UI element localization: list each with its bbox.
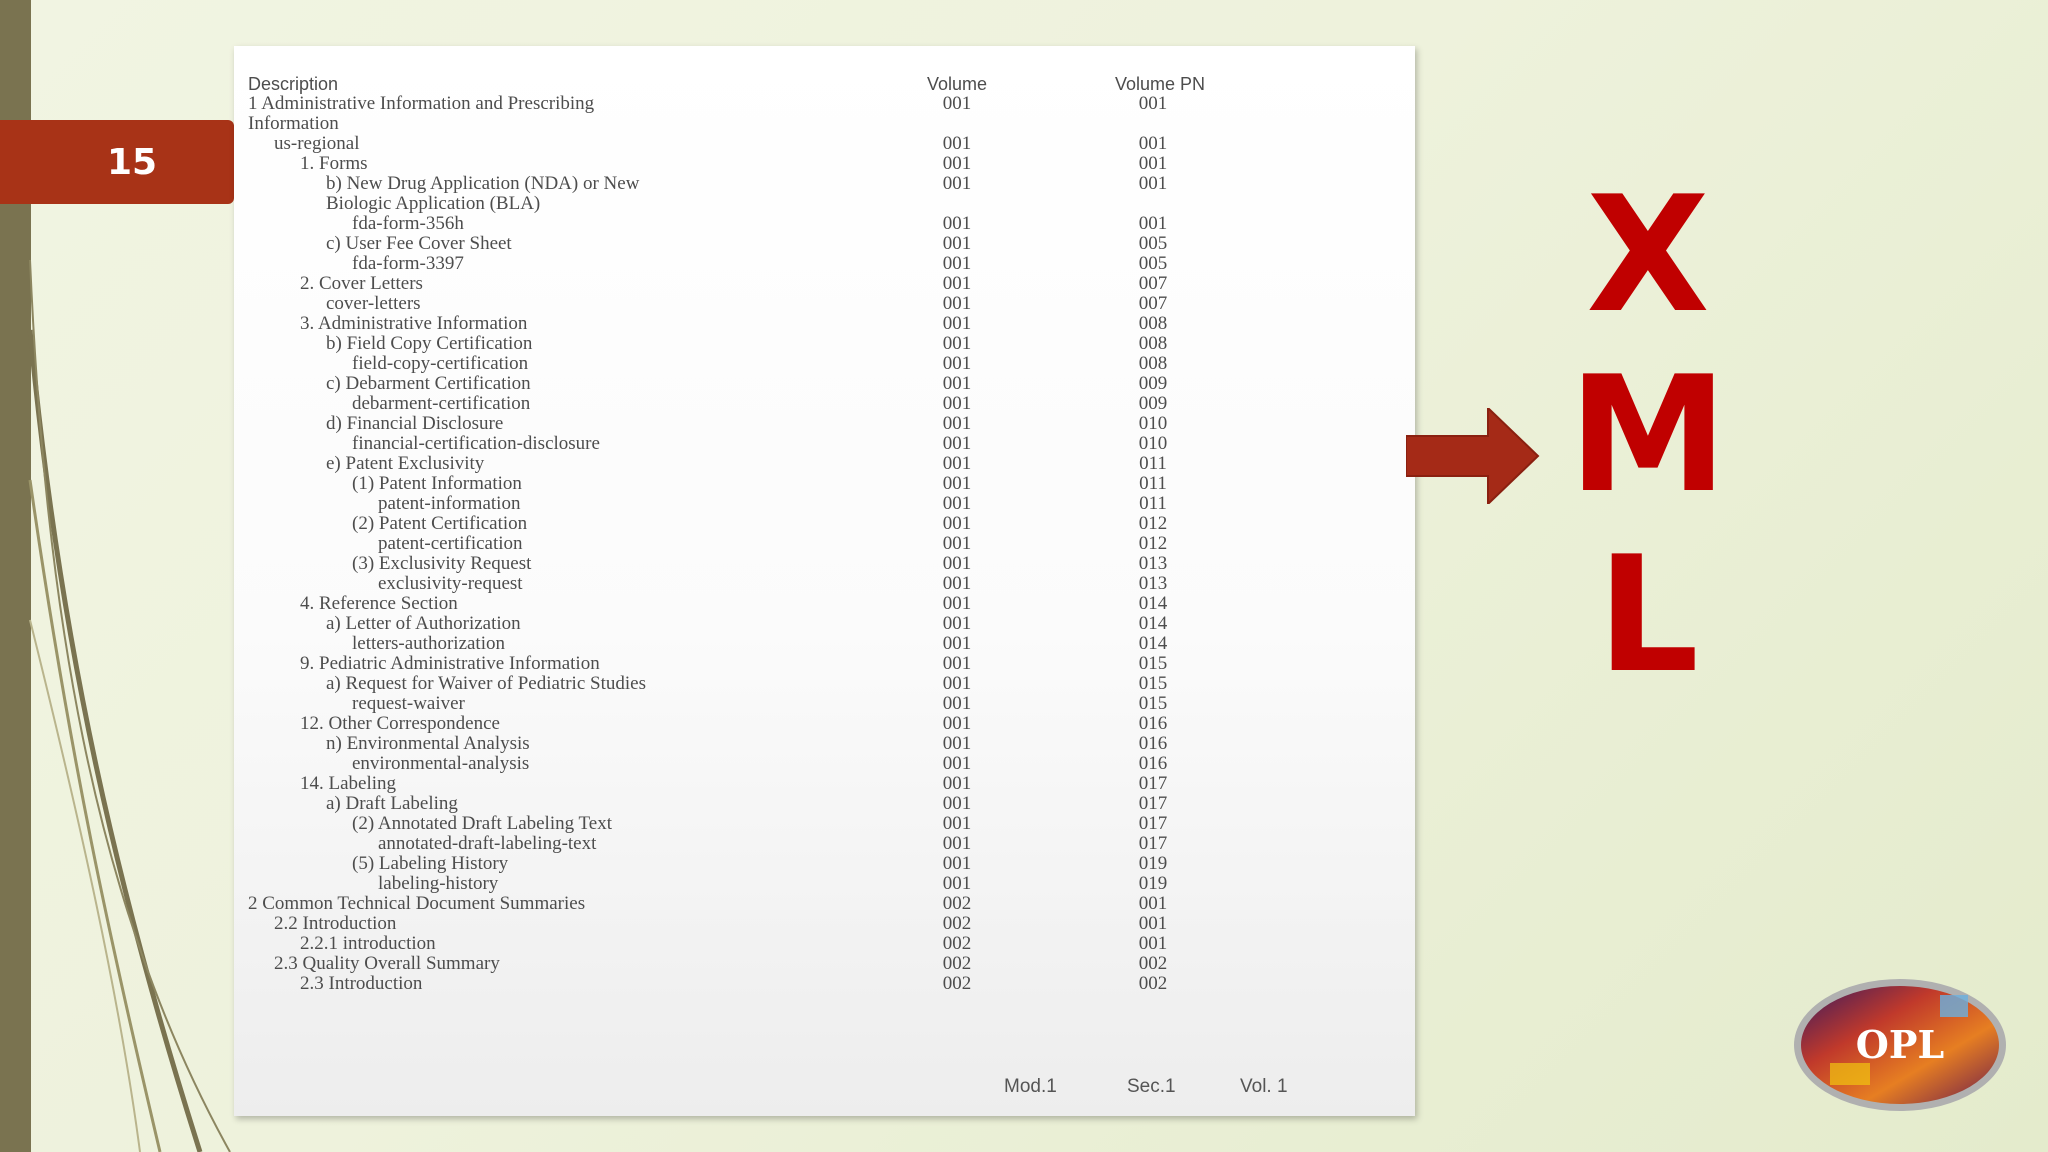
table-row	[248, 754, 1415, 774]
row-description: exclusivity-request	[378, 573, 523, 594]
table-row	[248, 294, 1415, 314]
row-description: debarment-certification	[352, 393, 531, 414]
row-volume-pn: 015	[1138, 693, 1168, 714]
row-volume-pn: 011	[1139, 473, 1167, 494]
row-description: 1 Administrative Information and Prescribing	[248, 93, 595, 114]
row-volume: 001	[942, 413, 972, 434]
row-volume-pn: 014	[1138, 633, 1168, 654]
row-description: 2. Cover Letters	[300, 273, 423, 294]
footer-sec: Sec.1	[1127, 1076, 1176, 1097]
table-row	[248, 854, 1415, 874]
row-volume-pn: 007	[1138, 293, 1168, 314]
table-row	[248, 454, 1415, 474]
slide-number: 15	[107, 141, 158, 183]
row-volume-pn: 019	[1138, 873, 1168, 894]
row-volume-pn: 008	[1138, 353, 1168, 374]
document-footer	[234, 1076, 1415, 1100]
row-volume: 001	[942, 473, 972, 494]
row-description: request-waiver	[352, 693, 465, 714]
row-description: 2.3 Introduction	[300, 973, 423, 994]
table-row	[248, 554, 1415, 574]
description-header: Description	[248, 74, 339, 94]
row-description: e) Patent Exclusivity	[326, 453, 485, 474]
row-description: (2) Annotated Draft Labeling Text	[352, 813, 613, 834]
row-description: patent-information	[378, 493, 521, 514]
row-volume-pn: 016	[1138, 753, 1168, 774]
table-row	[248, 254, 1415, 274]
table-row	[248, 794, 1415, 814]
table-row	[248, 354, 1415, 374]
row-volume: 001	[942, 713, 972, 734]
row-volume: 001	[942, 253, 972, 274]
row-description: Information	[248, 113, 339, 134]
row-description: b) Field Copy Certification	[326, 333, 533, 354]
table-row	[248, 974, 1415, 994]
table-row	[248, 474, 1415, 494]
row-volume: 002	[942, 953, 972, 974]
row-volume: 001	[942, 433, 972, 454]
row-volume-pn: 008	[1138, 313, 1168, 334]
opl-logo	[1790, 975, 2010, 1115]
row-volume-pn: 017	[1138, 773, 1168, 794]
row-volume: 002	[942, 933, 972, 954]
table-row	[248, 634, 1415, 654]
table-header	[248, 74, 1415, 94]
row-volume-pn: 001	[1138, 933, 1168, 954]
slide-number-badge	[0, 120, 234, 204]
row-volume-pn: 001	[1138, 93, 1168, 114]
row-volume-pn: 015	[1138, 673, 1168, 694]
row-volume-pn: 001	[1138, 913, 1168, 934]
row-description: (2) Patent Certification	[352, 513, 528, 534]
row-volume: 002	[942, 913, 972, 934]
row-volume: 002	[942, 893, 972, 914]
row-volume: 001	[942, 293, 972, 314]
row-volume: 001	[942, 553, 972, 574]
table-row	[248, 654, 1415, 674]
table-row	[248, 574, 1415, 594]
row-volume-pn: 011	[1139, 493, 1167, 514]
row-volume-pn: 017	[1138, 833, 1168, 854]
row-description: n) Environmental Analysis	[326, 733, 530, 754]
row-volume: 001	[942, 673, 972, 694]
table-row	[248, 774, 1415, 794]
row-volume: 002	[942, 973, 972, 994]
table-row	[248, 434, 1415, 454]
row-description: d) Financial Disclosure	[326, 413, 504, 434]
table-row	[248, 414, 1415, 434]
table-row	[248, 114, 1415, 134]
table-row	[248, 874, 1415, 894]
table-row	[248, 334, 1415, 354]
table-row	[248, 734, 1415, 754]
letter-x: X	[1586, 161, 1710, 348]
row-volume-pn: 001	[1138, 213, 1168, 234]
row-volume-pn: 001	[1138, 153, 1168, 174]
row-volume: 001	[942, 773, 972, 794]
row-volume: 001	[942, 133, 972, 154]
table-row	[248, 534, 1415, 554]
row-volume: 001	[942, 873, 972, 894]
table-row	[248, 594, 1415, 614]
table-row	[248, 314, 1415, 334]
row-volume: 001	[942, 353, 972, 374]
table-row	[248, 94, 1415, 114]
row-volume-pn: 012	[1138, 533, 1168, 554]
table-row	[248, 514, 1415, 534]
row-description: 12. Other Correspondence	[300, 713, 500, 734]
row-volume: 001	[942, 853, 972, 874]
volume-pn-header: Volume PN	[1114, 74, 1206, 94]
table-row	[248, 934, 1415, 954]
row-volume-pn: 001	[1138, 133, 1168, 154]
row-volume-pn: 010	[1138, 413, 1168, 434]
row-description: letters-authorization	[352, 633, 505, 654]
row-volume-pn: 007	[1138, 273, 1168, 294]
document-image	[234, 46, 1415, 1116]
row-description: field-copy-certification	[352, 353, 529, 374]
row-volume-pn: 001	[1138, 173, 1168, 194]
footer-mod: Mod.1	[1004, 1076, 1057, 1097]
row-volume-pn: 016	[1138, 713, 1168, 734]
table-row	[248, 814, 1415, 834]
row-volume-pn: 005	[1138, 253, 1168, 274]
row-volume-pn: 009	[1138, 373, 1168, 394]
table-row	[248, 394, 1415, 414]
row-volume-pn: 015	[1138, 653, 1168, 674]
row-volume-pn: 017	[1138, 813, 1168, 834]
row-volume: 001	[942, 373, 972, 394]
row-volume-pn: 010	[1138, 433, 1168, 454]
row-description: labeling-history	[378, 873, 499, 894]
row-volume: 001	[942, 393, 972, 414]
row-description: 2 Common Technical Document Summaries	[248, 893, 586, 914]
row-description: b) New Drug Application (NDA) or New	[326, 173, 640, 194]
row-volume: 001	[942, 733, 972, 754]
row-volume-pn: 011	[1139, 453, 1167, 474]
table-row	[248, 954, 1415, 974]
table-row	[248, 234, 1415, 254]
row-description: 1. Forms	[300, 153, 368, 174]
row-volume: 001	[942, 233, 972, 254]
row-description: fda-form-3397	[352, 253, 464, 274]
row-volume: 001	[942, 313, 972, 334]
row-volume-pn: 014	[1138, 613, 1168, 634]
right-arrow-icon	[1406, 408, 1540, 504]
row-description: 2.3 Quality Overall Summary	[274, 953, 500, 974]
row-volume: 001	[942, 173, 972, 194]
row-description: Biologic Application (BLA)	[326, 193, 541, 214]
row-volume: 001	[942, 453, 972, 474]
row-volume-pn: 009	[1138, 393, 1168, 414]
row-volume-pn: 017	[1138, 793, 1168, 814]
row-volume-pn: 016	[1138, 733, 1168, 754]
row-description: a) Draft Labeling	[326, 793, 458, 814]
row-volume: 001	[942, 653, 972, 674]
row-description: 4. Reference Section	[300, 593, 458, 614]
row-description: a) Letter of Authorization	[326, 613, 521, 634]
row-description: (5) Labeling History	[352, 853, 509, 874]
table-row	[248, 674, 1415, 694]
table-row	[248, 374, 1415, 394]
table-row	[248, 914, 1415, 934]
xml-vertical-text	[1548, 161, 1748, 708]
table-row	[248, 834, 1415, 854]
row-volume-pn: 013	[1138, 553, 1168, 574]
row-description: c) User Fee Cover Sheet	[326, 233, 512, 254]
row-description: 2.2.1 introduction	[300, 933, 436, 954]
row-volume-pn: 002	[1138, 953, 1168, 974]
table-row	[248, 274, 1415, 294]
row-description: (3) Exclusivity Request	[352, 553, 532, 574]
row-description: 2.2 Introduction	[274, 913, 397, 934]
row-description: environmental-analysis	[352, 753, 530, 774]
row-description: c) Debarment Certification	[326, 373, 531, 394]
row-volume: 001	[942, 213, 972, 234]
row-description: us-regional	[274, 133, 360, 154]
row-volume-pn: 008	[1138, 333, 1168, 354]
table-row	[248, 614, 1415, 634]
table-row	[248, 714, 1415, 734]
table-row	[248, 894, 1415, 914]
row-volume: 001	[942, 813, 972, 834]
row-volume-pn: 013	[1138, 573, 1168, 594]
logo-text: OPL	[1855, 1022, 1945, 1067]
row-volume-pn: 019	[1138, 853, 1168, 874]
row-volume: 001	[942, 793, 972, 814]
row-volume: 001	[942, 93, 972, 114]
row-volume: 001	[942, 833, 972, 854]
row-volume: 001	[942, 333, 972, 354]
row-description: 9. Pediatric Administrative Information	[300, 653, 600, 674]
row-volume: 001	[942, 753, 972, 774]
row-volume: 001	[942, 513, 972, 534]
table-row	[248, 154, 1415, 174]
row-volume: 001	[942, 693, 972, 714]
row-description: financial-certification-disclosure	[352, 433, 600, 454]
row-volume-pn: 014	[1138, 593, 1168, 614]
table-row	[248, 134, 1415, 154]
row-volume: 001	[942, 273, 972, 294]
table-row	[248, 494, 1415, 514]
row-volume: 001	[942, 633, 972, 654]
row-volume: 001	[942, 533, 972, 554]
row-description: annotated-draft-labeling-text	[378, 833, 597, 854]
row-volume-pn: 001	[1138, 893, 1168, 914]
letter-m: M	[1568, 341, 1728, 528]
row-description: 3. Administrative Information	[300, 313, 528, 334]
row-volume: 001	[942, 573, 972, 594]
row-description: cover-letters	[326, 293, 421, 314]
row-volume-pn: 012	[1138, 513, 1168, 534]
row-description: 14. Labeling	[300, 773, 397, 794]
row-volume: 001	[942, 493, 972, 514]
row-volume: 001	[942, 613, 972, 634]
row-volume-pn: 002	[1138, 973, 1168, 994]
row-description: a) Request for Waiver of Pediatric Studies	[326, 673, 646, 694]
footer-vol: Vol. 1	[1240, 1076, 1288, 1097]
row-description: (1) Patent Information	[352, 473, 522, 494]
volume-header: Volume	[926, 74, 988, 94]
table-row	[248, 214, 1415, 234]
table-row	[248, 174, 1415, 194]
row-volume: 001	[942, 153, 972, 174]
row-description: fda-form-356h	[352, 213, 464, 234]
row-volume-pn: 005	[1138, 233, 1168, 254]
table-row	[248, 194, 1415, 214]
row-volume: 001	[942, 593, 972, 614]
table-row	[248, 694, 1415, 714]
letter-l: L	[1597, 521, 1699, 708]
row-description: patent-certification	[378, 533, 523, 554]
